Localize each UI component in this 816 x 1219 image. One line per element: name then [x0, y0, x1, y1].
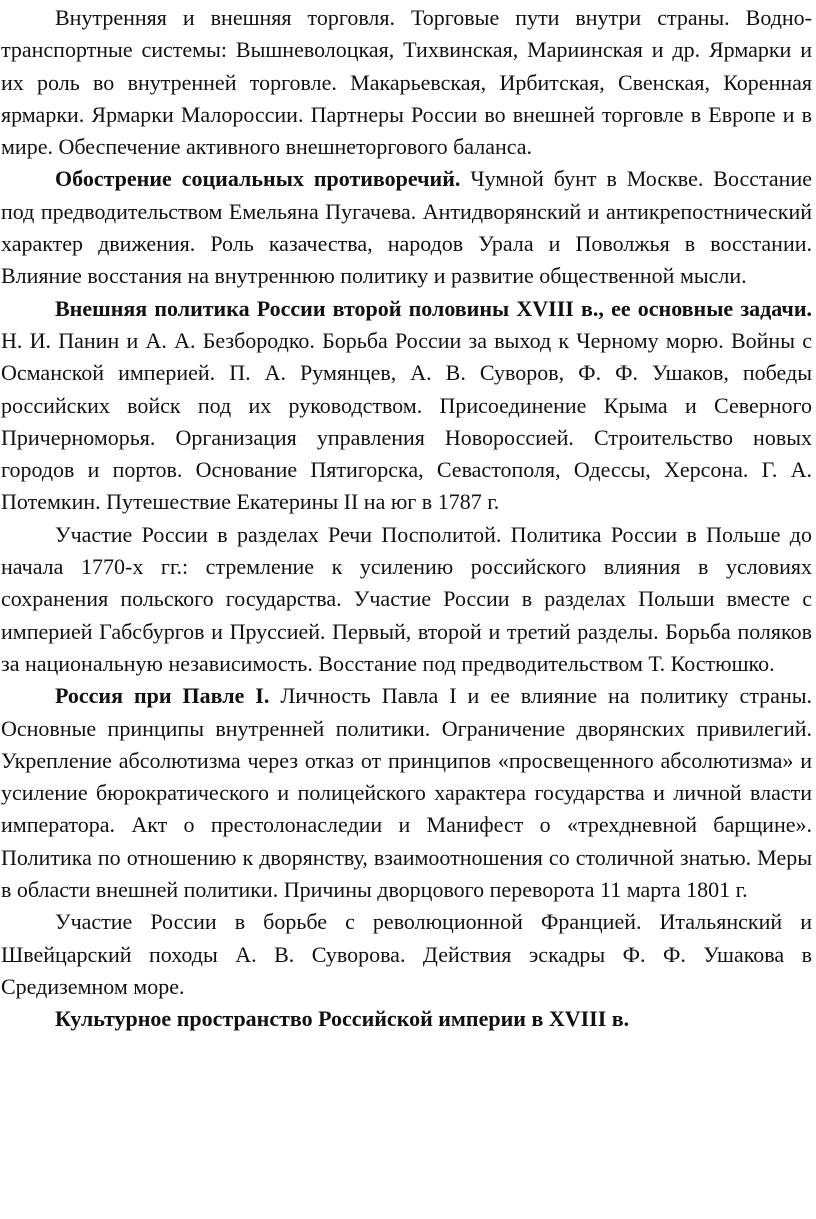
- paragraph-social-conflicts-heading: Обострение социальных противоречий.: [55, 166, 461, 192]
- paragraph-foreign-policy-heading: Внешняя политика России второй половины XVIII в., ее основные задачи.: [55, 295, 812, 321]
- paragraph-revolutionary-france: [1, 906, 812, 1003]
- paragraph-revolutionary-france-text: Участие России в борьбе с революционной Францией. Итальянский и Швейцарский походы А. В. Суворова. Действия эскадры Ф. Ф. Ушакова в Средиземном море.: [1, 909, 812, 999]
- paragraph-foreign-policy-text: Н. И. Панин и А. А. Безбородко. Борьба России за выход к Черному морю. Войны с Османской империей. П. А. Румянцев, А. В. Суворов, Ф. Ф. Ушаков, победы российских войск под их руководством. Присоединение Крыма и Северного Причерноморья. Организация управления Новороссией. Строительство новых городов и портов. Основание Пятигорска, Севастополя, Одессы, Херсона. Г. А. Потемкин. Путешествие Екатерины II на юг в 1787 г.: [1, 327, 812, 515]
- paragraph-partitions-of-poland-text: Участие России в разделах Речи Посполитой. Политика России в Польше до начала 1770-х гг.: стремление к усилению российского влияния в условиях сохранения польского государства. Участие России в разделах Польши вместе с империей Габсбургов и Пруссией. Первый, второй и третий разделы. Борьба поляков за национальную независимость. Восстание под предводительством Т. Костюшко.: [1, 521, 812, 676]
- section-heading-culture: Культурное пространство Российской империи в XVIII в.: [55, 1006, 630, 1032]
- paragraph-social-conflicts: [1, 163, 812, 292]
- paragraph-foreign-policy: [1, 293, 812, 519]
- paragraph-trade: [1, 2, 812, 163]
- paragraph-trade-text: Внутренняя и внешняя торговля. Торговые пути внутри страны. Водно-транспортные системы: Вышневолоцкая, Тихвинская, Мариинская и др. Ярмарки и их роль во внутренней торговле. Макарьевская, Ирбитская, Свенская, Коренная ярмарки. Ярмарки Малороссии. Партнеры России во внешней торговле в Европе и в мире. Обеспечение активного внешнеторгового баланса.: [1, 5, 812, 160]
- paragraph-partitions-of-poland: [1, 519, 812, 680]
- paragraph-social-conflicts-text: Чумной бунт в Москве. Восстание под предводительством Емельяна Пугачева. Антидворянский и антикрепостнический характер движения. Роль казачества, народов Урала и Поволжья в восстании. Влияние восстания на внутреннюю политику и развитие общественной мысли.: [1, 166, 812, 289]
- paragraph-paul-i-heading: Россия при Павле I.: [55, 683, 270, 709]
- paragraph-paul-i: [1, 680, 812, 906]
- paragraph-paul-i-text: Личность Павла I и ее влияние на политику страны. Основные принципы внутренней политики. Ограничение дворянских привилегий. Укрепление абсолютизма через отказ от принципов «просвещенного абсолютизма» и усиление бюрократического и полицейского характера государства и личной власти императора. Акт о престолонаследии и Манифест о «трехдневной барщине». Политика по отношению к дворянству, взаимоотношения со столичной знатью. Меры в области внешней политики. Причины дворцового переворота 11 марта 1801 г.: [1, 683, 812, 903]
